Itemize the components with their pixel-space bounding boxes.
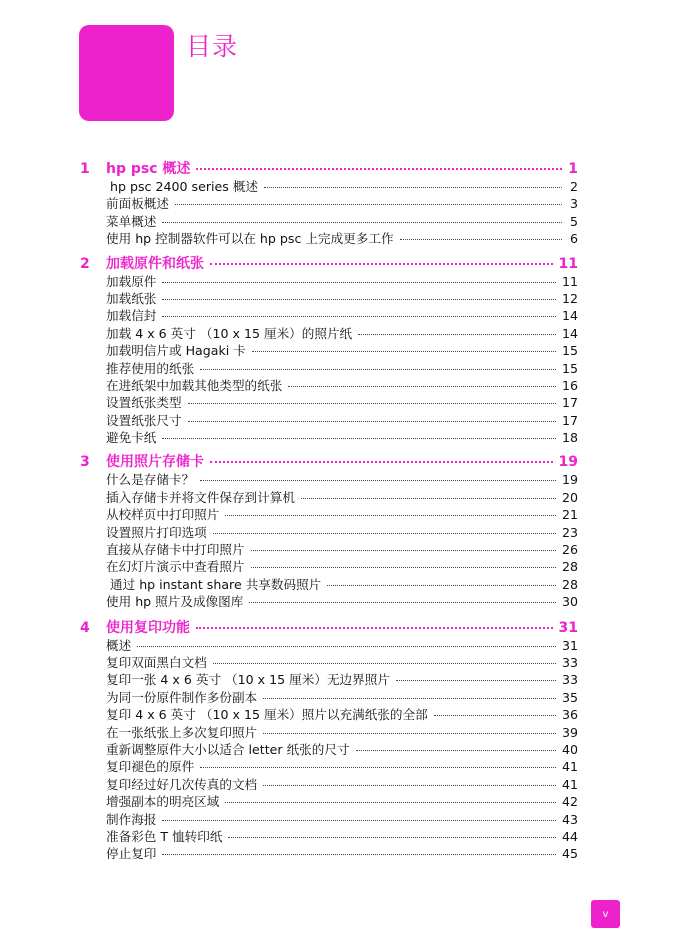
toc-entry-page: 18: [561, 430, 578, 446]
toc-entry[interactable]: [80, 774, 578, 791]
toc-entry[interactable]: [80, 556, 578, 573]
toc-entry[interactable]: [80, 843, 578, 860]
dot-leader: [400, 239, 562, 240]
toc-entry[interactable]: [80, 635, 578, 652]
toc-entry-label: 加载 4 x 6 英寸 （10 x 15 厘米）的照片纸: [106, 325, 353, 341]
toc-entry[interactable]: [80, 469, 578, 486]
dot-leader: [196, 168, 562, 170]
decorative-color-block: [79, 25, 174, 121]
toc-entry[interactable]: [80, 791, 578, 808]
chapter-title: 使用照片存储卡: [106, 454, 204, 471]
toc-entry-label: 加载原件: [106, 273, 157, 289]
toc-entry-label: 停止复印: [106, 846, 157, 862]
toc-entry-page: 11: [561, 273, 578, 289]
toc-entry-page: 40: [561, 741, 578, 757]
toc-entry-page: 6: [569, 231, 578, 247]
chapter-number: 3: [80, 454, 90, 471]
dot-leader: [137, 646, 556, 647]
toc-entry-page: 33: [561, 672, 578, 688]
toc-entry-page: 39: [561, 724, 578, 740]
toc-entry-label: 增强副本的明亮区域: [106, 794, 220, 810]
dot-leader: [225, 515, 556, 516]
toc-entry-page: 30: [561, 594, 578, 610]
chapter-title: 加载原件和纸张: [106, 255, 204, 272]
toc-entry-label: 加载明信片或 Hagaki 卡: [106, 343, 246, 359]
toc-entry-label: 为同一份原件制作多份副本: [106, 689, 258, 705]
toc-entry[interactable]: [80, 323, 578, 340]
dot-leader: [228, 837, 556, 838]
toc-entry[interactable]: [80, 574, 578, 591]
dot-leader: [225, 802, 556, 803]
toc-entry[interactable]: [80, 687, 578, 704]
toc-entry-page: 45: [561, 846, 578, 862]
dot-leader: [264, 187, 562, 188]
chapter-title: 使用复印功能: [106, 619, 190, 636]
toc-entry-label: 使用 hp 照片及成像图库: [106, 594, 244, 610]
dot-leader: [251, 567, 556, 568]
dot-leader: [356, 750, 556, 751]
toc-entry-label: 使用 hp 控制器软件可以在 hp psc 上完成更多工作: [106, 231, 394, 247]
toc-entry[interactable]: [80, 756, 578, 773]
dot-leader: [200, 767, 556, 768]
toc-entry-page: 41: [561, 759, 578, 775]
dot-leader: [213, 663, 556, 664]
dot-leader: [162, 438, 556, 439]
chapter-page-number: 1: [568, 161, 578, 177]
toc-entry-label: 在进纸架中加载其他类型的纸张: [106, 377, 283, 393]
toc-entry[interactable]: [80, 392, 578, 409]
dot-leader: [358, 334, 556, 335]
toc-entry-label: 设置纸张类型: [106, 395, 182, 411]
dot-leader: [162, 222, 562, 223]
dot-leader: [162, 316, 556, 317]
dot-leader: [327, 585, 556, 586]
dot-leader: [249, 602, 556, 603]
dot-leader: [263, 733, 556, 734]
toc-entry[interactable]: [80, 176, 578, 193]
toc-entry-label: 设置纸张尺寸: [106, 412, 182, 428]
dot-leader: [162, 854, 556, 855]
toc-entry-page: 14: [561, 308, 578, 324]
toc-entry-page: 42: [561, 794, 578, 810]
toc-entry-label: 复印双面黑白文档: [106, 654, 207, 670]
toc-entry-page: 28: [561, 576, 578, 592]
toc-entry-label: 复印褪色的原件: [106, 759, 195, 775]
chapter-heading[interactable]: [80, 253, 578, 271]
toc-entry-page: 5: [569, 213, 578, 229]
toc-entry-label: 在幻灯片演示中查看照片: [106, 559, 245, 575]
toc-entry[interactable]: [80, 211, 578, 228]
toc-entry-label: 复印一张 4 x 6 英寸 （10 x 15 厘米）无边界照片: [106, 672, 390, 688]
toc-entry-page: 28: [561, 559, 578, 575]
toc-entry-page: 21: [561, 507, 578, 523]
toc-entry-page: 36: [561, 707, 578, 723]
toc-entry-label: 复印经过好几次传真的文档: [106, 776, 258, 792]
dot-leader: [263, 698, 556, 699]
toc-entry-label: 通过 hp instant share 共享数码照片: [106, 576, 322, 592]
dot-leader: [188, 403, 556, 404]
chapter-number: 2: [80, 255, 90, 272]
dot-leader: [288, 386, 556, 387]
toc-entry-page: 12: [561, 290, 578, 306]
toc-entry[interactable]: [80, 704, 578, 721]
dot-leader: [396, 680, 556, 681]
toc-entry[interactable]: [80, 539, 578, 556]
toc-entry-label: 什么是存储卡？: [106, 472, 195, 488]
dot-leader: [162, 282, 556, 283]
toc-entry-label: 加载纸张: [106, 290, 157, 306]
dot-leader: [175, 204, 562, 205]
chapter-heading[interactable]: [80, 158, 578, 176]
toc-entry-page: 33: [561, 654, 578, 670]
toc-entry-label: 复印 4 x 6 英寸 （10 x 15 厘米）照片以充满纸张的全部: [106, 707, 428, 723]
toc-entry[interactable]: [80, 487, 578, 504]
toc-entry-label: 准备彩色 T 恤转印纸: [106, 828, 223, 844]
chapter-number: 1: [80, 161, 90, 177]
toc-entry-label: 在一张纸张上多次复印照片: [106, 724, 258, 740]
dot-leader: [162, 820, 556, 821]
dot-leader: [200, 480, 556, 481]
toc-entry-page: 41: [561, 776, 578, 792]
toc-entry[interactable]: [80, 288, 578, 305]
toc-entry-page: 26: [561, 542, 578, 558]
page-number-badge: v: [591, 900, 620, 928]
toc-entry-page: 20: [561, 489, 578, 505]
toc-entry-label: 推荐使用的纸张: [106, 360, 195, 376]
dot-leader: [213, 533, 556, 534]
chapter-title: hp psc 概述: [106, 161, 191, 177]
toc-entry[interactable]: [80, 669, 578, 686]
toc-entry[interactable]: [80, 305, 578, 322]
chapter-heading[interactable]: [80, 617, 578, 635]
table-of-contents: [80, 155, 578, 861]
toc-entry-label: 从校样页中打印照片: [106, 507, 220, 523]
dot-leader: [210, 263, 553, 265]
toc-entry[interactable]: [80, 504, 578, 521]
dot-leader: [434, 715, 556, 716]
toc-entry-page: 15: [561, 343, 578, 359]
toc-entry-label: 重新调整原件大小以适合 letter 纸张的尺寸: [106, 741, 350, 757]
toc-entry-label: hp psc 2400 series 概述: [106, 179, 259, 194]
toc-entry[interactable]: [80, 739, 578, 756]
toc-entry-page: 17: [561, 412, 578, 428]
toc-entry-page: 17: [561, 395, 578, 411]
toc-entry-page: 15: [561, 360, 578, 376]
dot-leader: [210, 461, 553, 463]
dot-leader: [263, 785, 556, 786]
toc-entry-label: 概述: [106, 637, 132, 653]
toc-entry-page: 43: [561, 811, 578, 827]
toc-entry[interactable]: [80, 722, 578, 739]
toc-entry-page: 16: [561, 377, 578, 393]
dot-leader: [188, 421, 556, 422]
toc-entry-page: 31: [561, 637, 578, 653]
toc-entry-page: 3: [569, 196, 578, 212]
dot-leader: [301, 498, 556, 499]
chapter-page-number: 19: [558, 454, 578, 471]
toc-entry-label: 制作海报: [106, 811, 157, 827]
toc-entry-page: 2: [569, 179, 578, 194]
chapter-heading[interactable]: [80, 451, 578, 469]
toc-entry-label: 设置照片打印选项: [106, 524, 207, 540]
page-title: 目录: [186, 32, 239, 61]
toc-entry-label: 菜单概述: [106, 213, 157, 229]
toc-entry[interactable]: [80, 375, 578, 392]
toc-entry-label: 插入存储卡并将文件保存到计算机: [106, 489, 295, 505]
toc-entry[interactable]: [80, 271, 578, 288]
toc-entry[interactable]: [80, 228, 578, 245]
toc-entry[interactable]: [80, 410, 578, 427]
toc-entry-page: 44: [561, 828, 578, 844]
toc-entry-label: 直接从存储卡中打印照片: [106, 542, 245, 558]
toc-entry[interactable]: [80, 358, 578, 375]
toc-entry[interactable]: [80, 427, 578, 444]
toc-entry-page: 23: [561, 524, 578, 540]
toc-entry[interactable]: [80, 809, 578, 826]
toc-entry-label: 避免卡纸: [106, 430, 157, 446]
toc-entry[interactable]: [80, 522, 578, 539]
toc-entry-page: 19: [561, 472, 578, 488]
toc-entry[interactable]: [80, 826, 578, 843]
toc-entry[interactable]: [80, 652, 578, 669]
dot-leader: [251, 550, 556, 551]
toc-entry-page: 35: [561, 689, 578, 705]
dot-leader: [162, 299, 556, 300]
toc-entry[interactable]: [80, 340, 578, 357]
chapter-page-number: 31: [558, 619, 578, 636]
dot-leader: [252, 351, 556, 352]
toc-entry-label: 加载信封: [106, 308, 157, 324]
toc-entry[interactable]: [80, 591, 578, 608]
chapter-page-number: 11: [558, 255, 578, 272]
dot-leader: [196, 627, 553, 629]
toc-entry[interactable]: [80, 193, 578, 210]
toc-entry-label: 前面板概述: [106, 196, 169, 212]
chapter-number: 4: [80, 619, 90, 636]
dot-leader: [200, 369, 556, 370]
toc-entry-page: 14: [561, 325, 578, 341]
